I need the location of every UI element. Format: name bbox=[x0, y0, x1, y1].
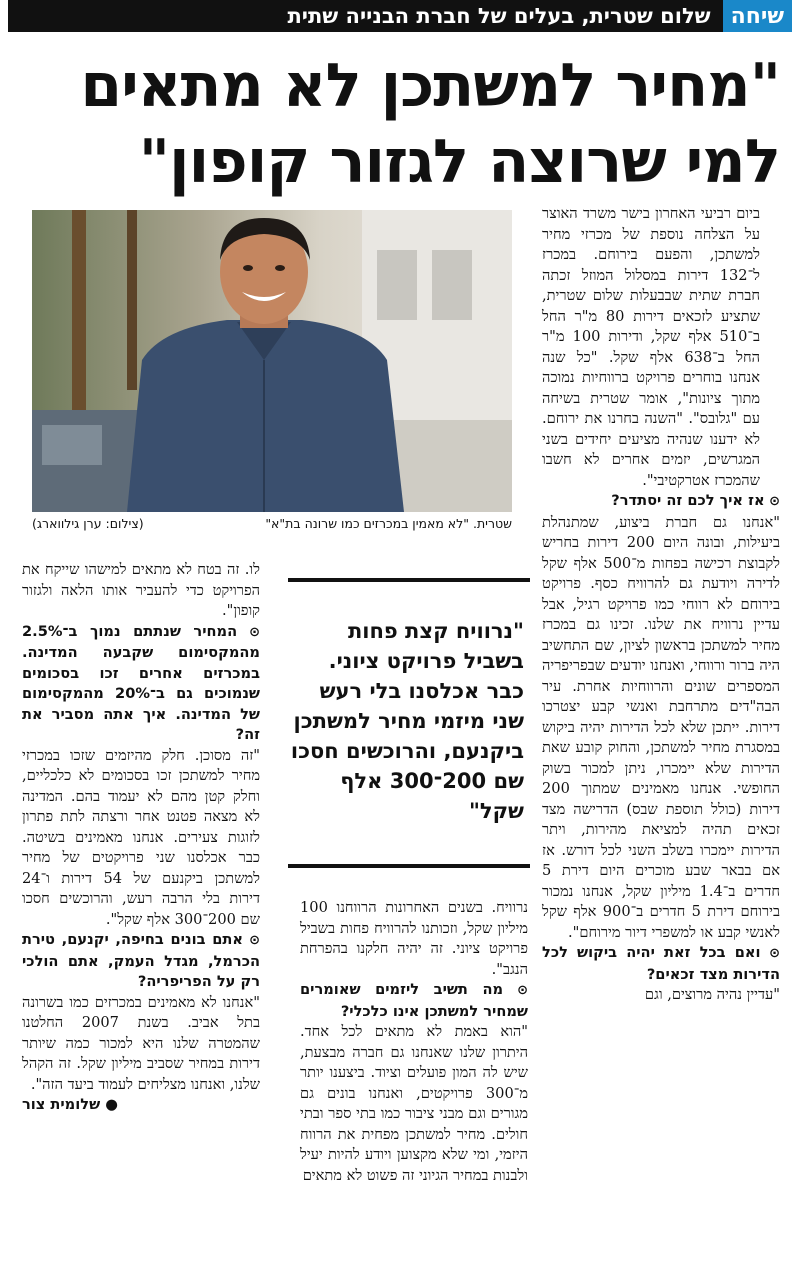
paragraph: נרוויח. בשנים האחרונות הרווחנו 100 מיליון שקל, וזכותנו להרוויח פחות בשביל פרויקט ציוני. זה יהיה חלקנו בהפרחת הנגב". bbox=[300, 899, 528, 978]
pull-quote bbox=[288, 578, 530, 868]
article-column-2 bbox=[300, 898, 528, 1186]
photo-credit: (צילום: ערן גילווארג) bbox=[32, 515, 144, 531]
headline bbox=[20, 48, 780, 200]
bullet-icon: ⊙ bbox=[237, 624, 260, 640]
bullet-icon: ⊙ bbox=[764, 494, 780, 509]
question bbox=[542, 943, 780, 985]
header-subtitle: שלום שטרית, בעלים של חברת הבנייה שתית bbox=[287, 4, 711, 28]
question bbox=[22, 930, 260, 993]
author-byline bbox=[22, 1095, 260, 1116]
paragraph: ביום רביעי האחרון בישר משרד האוצר על הצלחה נוספת של מכרזי מחיר למשתכן, והפעם בירוחם. במכרז ל־132 דירות במסלול המוזל זכתה חברת שתית שבבעלות שלום שטרית, שתציע לזכאים דירות 80 מ"ר החל ב־510 אלף שקל, ודירות 100 מ"ר החל ב־638 אלף שקל. "כל שנה אנחנו בוחרים פרויקט ברווחיות נמוכה מתוך ציונות", אומר שטרית בשיחה עם "גלובס". "השנה בחרנו את ירוחם. לא ידענו שנהיה מציעים יחידים בשני המגרשים, יזמים אחרים לא חשבו שהמכרז אטרקטיבי". bbox=[542, 205, 761, 489]
paragraph: "אנחנו לא מאמינים במכרזים כמו בשרונה בתל אביב. בשנת 2007 החלטנו שהמטרה שלנו היא למכור כמה שיותר דירות במחיר שסביב מיליון שקל. זה הקהל שלנו, ואנחנו מצליחים לעמוד ביעד הזה". bbox=[22, 993, 260, 1093]
question-text: המחיר שנתתם נמוך ב־2.5% מהמקסימום שקבעה המדינה. במכרזים אחרים זכו בסכומים שנמוכים גם ב־20% מהמקסימום של המדינה. איך אתה מסביר את זה? bbox=[22, 622, 260, 743]
pull-quote-text: "נרוויח קצת פחות בשביל פרויקט ציוני. כבר אכלסנו בלי רעש שני מיזמי מחיר למשתכן ביקנעם, והרוכשים חסכו שם 200־300 אלף שקל" bbox=[290, 619, 524, 823]
question-text: ואם בכל זאת יהיה ביקוש לכל הדירות מצד זכאים? bbox=[542, 944, 780, 983]
header-bar bbox=[8, 0, 792, 32]
paragraph: "עדיין נהיה מרוצים, וגם bbox=[644, 986, 780, 1003]
photo-caption: שטרית. "לא מאמין במכרזים כמו שרונה בת"א" bbox=[265, 515, 512, 531]
question bbox=[542, 491, 780, 513]
paragraph: "אנחנו גם חברת ביצוע, שמתנהלת ביעילות, ובונה היום 200 דירות בחריש לקבוצת רכישה בפחות מ־500 אלף שקל לדירה ויודעת גם להרוויח כסף. פרויקט בירוחם לא רווחי כמו פרויקט רגיל, אבל עדיין נרוויח את שלנו. זכינו גם במכרז מחיר למשתכן בראשון לציון, שם התחשיב היה ברור ורווחי, ואנחנו יודעים שבפריפריה המספרים שונים והרווחיות אחרת. עיר הבה"דים מתרחבת ואנשי קבע יצטרכו דירות. ייתכן שלא לכל הדירות יהיה ביקוש במסגרת מחיר למשתכן, והחוק קובע שאת הדירות שלא יימכרו, ניתן למכור בשוק החופשי. אנחנו מאמינים שמתוך 200 דירות (כולל תוספת שבס) הדרישה מצד זכאים תהיה למציאת מהירות, ויתר הדירות יימכרו בשלב השני לכל דורש. אז אם בבאר שבע מוכרים היום דירת 5 חדרים ב־1.4 מיליון שקל, אנחנו נמכור בירוחם דירת 5 חדרים ב־900 אלף שקל לאנשי קבע או למשפרי דיור מירוחם". bbox=[542, 513, 780, 941]
question bbox=[22, 622, 260, 746]
bullet-icon: ● bbox=[100, 1096, 118, 1113]
section-tag: שיחה bbox=[723, 0, 792, 32]
article-column-3 bbox=[22, 560, 260, 1116]
question bbox=[300, 980, 528, 1022]
question-text: אז איך לכם זה יסתדר? bbox=[611, 492, 765, 509]
bullet-icon: ⊙ bbox=[503, 983, 529, 998]
question-text: אתם בונים בחיפה, יקנעם, טירת הכרמל, מגדל העמק, אתם הולכי רק על הפריפריה? bbox=[22, 931, 260, 990]
bullet-icon: ⊙ bbox=[242, 933, 261, 948]
paragraph: "הוא באמת לא מתאים לכל אחד. היתרון שלנו שאנחנו גם חברה מבצעת, שיש לה המון פועלים וציוד. ביצענו יותר מ־300 פרויקטים, ואנחנו בונים גם מגורים וגם מבני ציבור כמו בתי ספר ובתי חולים. מחיר למשתכן מפחית את הרווח היזמי, ומי שלא מקצוען ויודע להיות יעיל ולבנות במחיר הגיוני זה פשוט לא מתאים bbox=[300, 1023, 528, 1184]
author-name: שלומית צור bbox=[22, 1096, 101, 1113]
question-text: מה תשיב ליזמים שאומרים שמחיר למשתכן אינו כלכלי? bbox=[300, 981, 528, 1020]
bullet-icon: ⊙ bbox=[760, 946, 780, 961]
article-column-1 bbox=[542, 204, 780, 1006]
portrait-illustration bbox=[32, 210, 512, 512]
paragraph: "זה מסוכן. חלק מהיזמים שזכו במכרזי מחיר למשתכן זכו בסכומים לא כלכליים, וחלק קטן מהם לא יעמוד בהם. המדינה לא מצאה פטנט אחר ורצתה לתת פתרון לזוגות צעירים. אנחנו מאמינים בשיטה. כבר אכלסנו שני פרויקטים של מחיר למשתכן ביקנעם של 54 דירות ו־24 דירות בלי הרבה רעש, והרוכשים חסכו שם 200־300 אלף שקל". bbox=[22, 746, 261, 928]
headline-line-2: למי שרוצה לגזור קופון" bbox=[138, 127, 780, 197]
portrait-photo bbox=[32, 210, 512, 512]
photo-caption-row bbox=[32, 513, 512, 533]
paragraph: לו. זה בטח לא מתאים למישהו שייקח את הפרויקט כדי להעביר אותו הלאה ולגזור קופון". bbox=[22, 561, 260, 619]
headline-line-1: "מחיר למשתכן לא מתאים bbox=[80, 51, 780, 121]
